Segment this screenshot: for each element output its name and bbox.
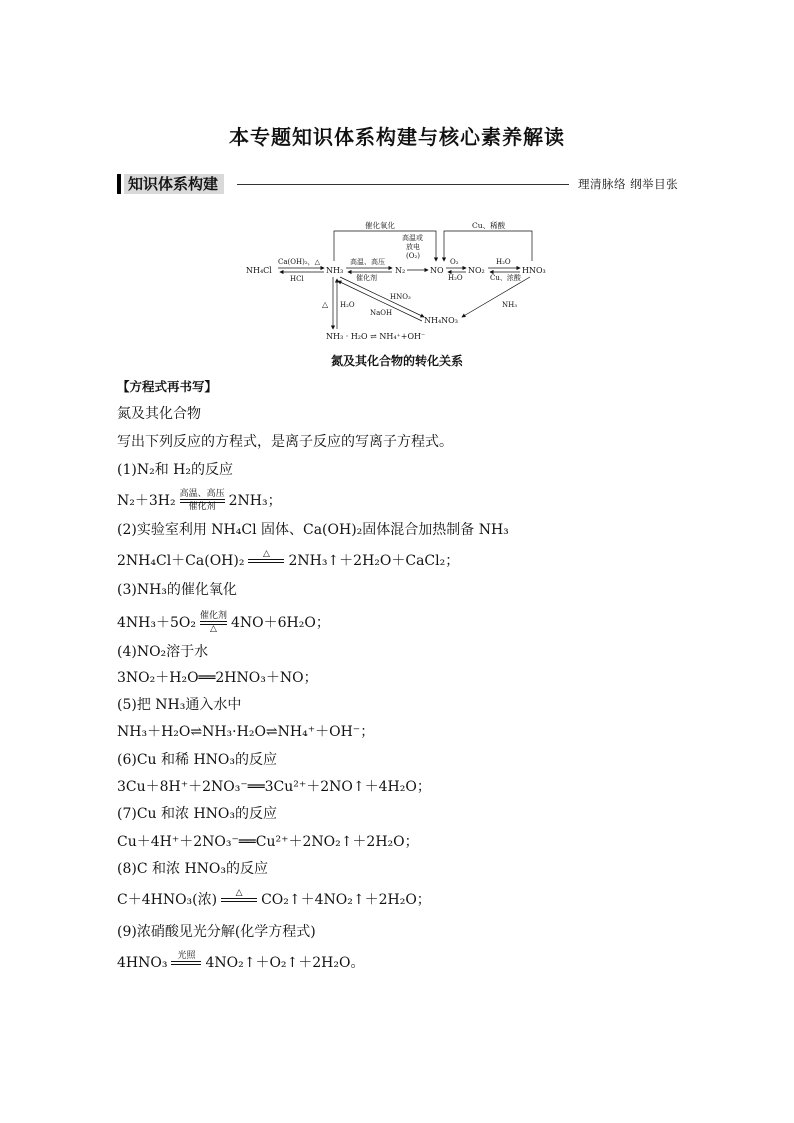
reaction-condition: 高温、高压 催化剂 bbox=[179, 489, 225, 512]
question-5: (5)把 NH₃通入水中 bbox=[117, 697, 242, 713]
subtitle: 氮及其化合物 bbox=[117, 406, 201, 422]
question-1: (1)N₂和 H₂的反应 bbox=[117, 462, 233, 478]
label-cu-dilute: Cu、稀酸 bbox=[472, 221, 506, 230]
label-high-temp-1: 高温或 bbox=[402, 234, 423, 242]
node-nh3h2o: NH₃ · H₂O ⇌ NH₄⁺+OH⁻ bbox=[326, 332, 426, 341]
label-cu-conc: Cu、浓酸 bbox=[490, 274, 521, 282]
section-heading: 知识体系构建 bbox=[124, 174, 224, 194]
node-nh3: NH₃ bbox=[326, 266, 344, 275]
question-8: (8)C 和浓 HNO₃的反应 bbox=[117, 861, 268, 877]
answer-9-right: 4NO₂↑＋O₂↑＋2H₂O。 bbox=[205, 955, 365, 971]
label-nh3: NH₃ bbox=[502, 301, 518, 309]
answer-5: NH₃＋H₂O⇌NH₃·H₂O⇌NH₄⁺＋OH⁻； bbox=[117, 724, 375, 740]
section-tagline: 理清脉络 纲举目张 bbox=[578, 177, 679, 191]
equation-section-heading: 【方程式再书写】 bbox=[117, 379, 218, 394]
answer-9 bbox=[117, 952, 364, 974]
label-h2o-c: H₂O bbox=[340, 301, 355, 309]
node-no: NO bbox=[430, 266, 444, 275]
answer-9-left: 4HNO₃ bbox=[117, 955, 168, 971]
node-hno3: HNO₃ bbox=[522, 266, 546, 275]
question-7: (7)Cu 和浓 HNO₃的反应 bbox=[117, 806, 278, 822]
answer-3-left: 4NH₃＋5O₂ bbox=[117, 615, 196, 631]
reaction-condition: 催化剂 △ bbox=[199, 611, 227, 634]
answer-3 bbox=[117, 612, 330, 634]
answer-2-left: 2NH₄Cl＋Ca(OH)₂ bbox=[117, 553, 245, 569]
node-no2: NO₂ bbox=[468, 266, 485, 275]
node-nh4no3: NH₄NO₃ bbox=[424, 316, 458, 325]
answer-4: 3NO₂＋H₂O══2HNO₃＋NO； bbox=[117, 670, 318, 686]
label-high-temp-2: 放电 bbox=[406, 243, 420, 251]
instruction: 写出下列反应的方程式，是离子反应的写离子方程式。 bbox=[117, 434, 453, 450]
label-catalytic-oxidation: 催化氧化 bbox=[365, 221, 395, 230]
question-3: (3)NH₃的催化氧化 bbox=[117, 582, 237, 598]
answer-3-right: 4NO＋6H₂O； bbox=[231, 615, 330, 631]
answer-1 bbox=[117, 490, 282, 512]
answer-2 bbox=[117, 550, 459, 572]
label-naoh: NaOH bbox=[370, 309, 393, 317]
node-nh4cl: NH₄Cl bbox=[246, 266, 272, 275]
answer-8 bbox=[117, 889, 431, 911]
label-hcl: HCl bbox=[290, 275, 304, 283]
label-hno3: HNO₃ bbox=[390, 293, 411, 301]
question-2: (2)实验室利用 NH₄Cl 固体、Ca(OH)₂固体混合加热制备 NH₃ bbox=[117, 522, 509, 538]
answer-8-right: CO₂↑＋4NO₂↑＋2H₂O； bbox=[261, 892, 431, 908]
label-high-pressure: 高温、高压 bbox=[350, 258, 385, 266]
diagram-caption: 氮及其化合物的转化关系 bbox=[330, 354, 463, 368]
answer-6: 3Cu＋8H⁺＋2NO₃⁻══3Cu²⁺＋2NO↑＋4H₂O； bbox=[117, 779, 431, 795]
nitrogen-conversion-diagram bbox=[240, 215, 560, 350]
label-h2o-a: H₂O bbox=[448, 274, 463, 282]
node-n2: N₂ bbox=[395, 266, 406, 275]
label-caoh2: Ca(OH)₂，△ bbox=[278, 258, 321, 266]
label-high-temp-3: (O₂) bbox=[406, 252, 421, 260]
label-delta: △ bbox=[322, 300, 329, 309]
page-title: 本专题知识体系构建与核心素养解读 bbox=[229, 125, 565, 149]
answer-1-left: N₂＋3H₂ bbox=[117, 493, 176, 509]
reaction-condition: 光照 bbox=[171, 952, 201, 974]
label-h2o-b: H₂O bbox=[496, 258, 511, 266]
answer-1-right: 2NH₃； bbox=[228, 493, 282, 509]
label-catalyst: 催化剂 bbox=[356, 274, 377, 282]
reaction-condition: △ bbox=[221, 889, 257, 911]
section-divider bbox=[237, 184, 569, 185]
question-6: (6)Cu 和稀 HNO₃的反应 bbox=[117, 752, 278, 768]
reaction-condition: △ bbox=[248, 550, 284, 572]
answer-8-left: C＋4HNO₃(浓) bbox=[117, 892, 218, 908]
answer-2-right: 2NH₃↑＋2H₂O＋CaCl₂； bbox=[288, 553, 460, 569]
answer-7: Cu＋4H⁺＋2NO₃⁻══Cu²⁺＋2NO₂↑＋2H₂O； bbox=[117, 834, 419, 850]
section-marker bbox=[117, 174, 121, 194]
question-9: (9)浓硝酸见光分解(化学方程式) bbox=[117, 924, 316, 940]
label-o2: O₂ bbox=[450, 258, 459, 266]
question-4: (4)NO₂溶于水 bbox=[117, 644, 209, 660]
